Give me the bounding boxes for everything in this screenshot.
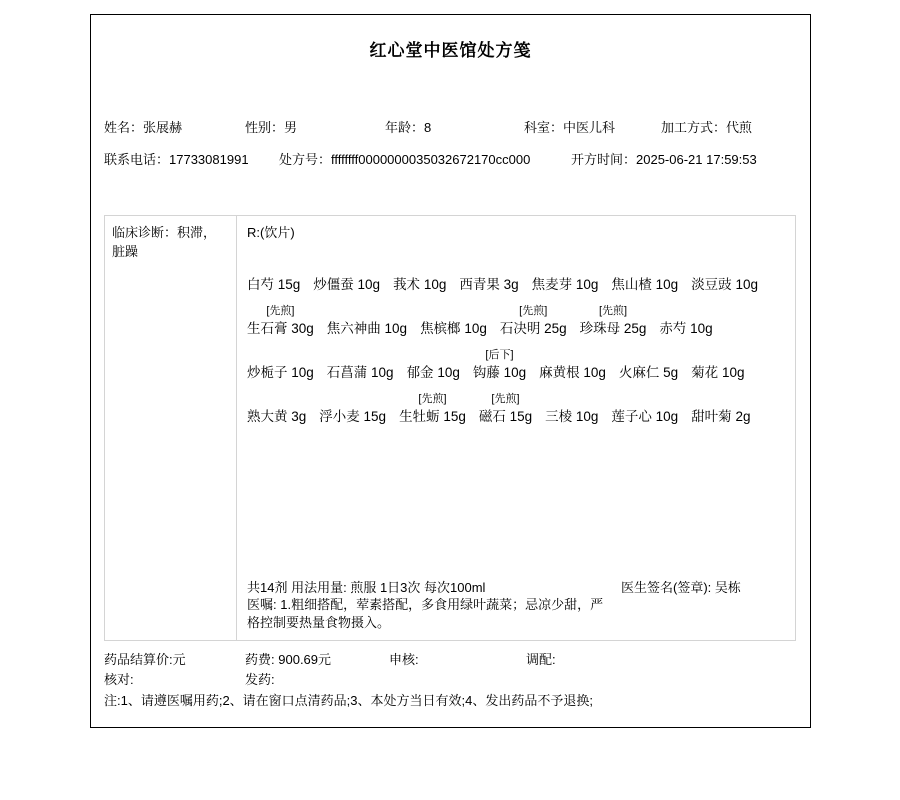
medicine-name-qty: 淡豆豉 10g (691, 277, 758, 292)
medicine-row (247, 303, 785, 339)
medicine-name-qty: 三棱 10g (545, 409, 599, 424)
decoction-note: [先煎] (266, 305, 295, 317)
medicine-name-qty: 石决明 25g (499, 321, 567, 336)
medicine-name-qty: 焦山楂 10g (611, 277, 679, 292)
medicine-item (532, 275, 599, 295)
field-department-value: 中医儿科 (563, 120, 616, 135)
medicine-item (545, 391, 598, 427)
diagnosis-label: 临床诊断： (112, 225, 178, 240)
field-rx-number (279, 149, 530, 168)
field-drug-fee-label: 药费: (245, 652, 275, 667)
medicine-name-qty: 焦麦芽 10g (531, 277, 599, 292)
medicine-name-qty: 莪术 10g (393, 277, 447, 292)
medicine-name-qty: 火麻仁 5g (618, 365, 679, 380)
medicine-name-qty: 熟大黄 3g (247, 409, 307, 424)
medicine-item (327, 347, 394, 383)
medicine-item (459, 275, 518, 295)
diagnosis-cell (105, 216, 237, 640)
medicine-item (393, 275, 446, 295)
medicine-list (247, 275, 785, 427)
medicine-item (247, 275, 300, 295)
medicine-row (247, 391, 785, 427)
field-processing (661, 117, 752, 136)
medicine-item (473, 347, 526, 383)
patient-info-row-2 (104, 149, 797, 169)
usage-block (247, 577, 785, 631)
medicine-row (247, 347, 785, 383)
medicine-item (691, 347, 744, 383)
medicine-row (247, 275, 785, 295)
field-review-label: 申核: (389, 652, 419, 667)
field-gender (245, 117, 297, 136)
field-age-value: 8 (424, 120, 432, 135)
footer (104, 649, 797, 709)
field-dispense-prep (526, 649, 556, 668)
medicine-item (399, 391, 466, 427)
usage-method-value: 煎服 1日3次 每次100ml (350, 580, 486, 596)
medicine-name-qty: 赤芍 10g (659, 321, 713, 336)
field-settlement-price-label: 药品结算价: (104, 652, 173, 667)
medicine-item (611, 275, 678, 295)
medicine-item (619, 347, 678, 383)
page-title: 红心堂中医馆处方笺 (369, 41, 532, 60)
field-dispense (245, 669, 275, 688)
decoction-note: [先煎] (491, 393, 520, 405)
medicine-item (327, 303, 407, 339)
medicine-item (479, 391, 532, 427)
field-age (385, 117, 431, 136)
medicine-name-qty: 郁金 10g (406, 365, 460, 380)
medicine-name-qty: 磁石 15g (478, 409, 533, 424)
prescription-sheet (90, 14, 811, 728)
medicine-item (407, 347, 460, 383)
rx-cell (237, 216, 795, 640)
field-check (104, 669, 134, 688)
medicine-item (319, 391, 386, 427)
medicine-name-qty: 西青果 3g (459, 277, 519, 292)
medicine-name-qty: 浮小麦 15g (319, 409, 387, 424)
field-dispense-prep-label: 调配: (526, 652, 556, 667)
doctor-signature (621, 577, 741, 596)
medicine-item (659, 303, 712, 339)
field-phone-label: 联系电话： (104, 152, 170, 167)
medicine-item (247, 391, 306, 427)
field-name-value: 张展赫 (143, 120, 183, 135)
field-review (389, 649, 419, 668)
medicine-item (580, 303, 647, 339)
field-settlement-price (104, 649, 186, 668)
field-rx-number-label: 处方号： (279, 152, 332, 167)
medicine-name-qty: 麻黄根 10g (539, 365, 606, 380)
field-rx-time-value: 2025-06-21 17:59:53 (636, 152, 757, 167)
medicine-item (539, 347, 606, 383)
doctor-signature-value: 吴栋 (714, 580, 741, 596)
medicine-name-qty: 生牡蛎 15g (399, 409, 466, 424)
medicine-name-qty: 炒栀子 10g (247, 365, 314, 380)
medicine-name-qty: 甜叶菊 2g (691, 409, 751, 424)
medicine-name-qty: 莲子心 10g (611, 409, 679, 424)
field-age-label: 年龄： (385, 120, 425, 135)
medicine-item (420, 303, 487, 339)
field-phone-value: 17733081991 (169, 152, 249, 167)
doctor-signature-label: 医生签名(签章): (621, 580, 712, 596)
medicine-name-qty: 石菖蒲 10g (326, 365, 394, 380)
medicine-item (313, 275, 380, 295)
rx-header: R:(饮片) (247, 225, 295, 240)
field-settlement-price-value: 元 (172, 652, 186, 667)
medicine-name-qty: 珍珠母 25g (579, 321, 647, 336)
medicine-item (247, 303, 314, 339)
medicine-name-qty: 白芍 15g (247, 277, 301, 292)
medicine-item (691, 275, 758, 295)
field-gender-value: 男 (284, 120, 298, 135)
medicine-item (500, 303, 567, 339)
medical-advice: 医嘱: 1.粗细搭配，荤素搭配，多食用绿叶蔬菜；忌凉少甜，严格控制要热量食物摄入。 (247, 597, 604, 630)
field-drug-fee (245, 649, 331, 668)
field-department (524, 117, 615, 136)
field-check-label: 核对: (104, 672, 134, 687)
footer-row-1 (104, 649, 797, 669)
usage-line (247, 577, 785, 595)
decoction-note: [后下] (485, 349, 514, 361)
field-rx-number-value: ffffffff0000000035032672170cc000 (331, 152, 531, 167)
decoction-note: [先煎] (519, 305, 548, 317)
footer-row-2 (104, 669, 797, 689)
field-name (104, 117, 182, 136)
usage-total: 共14剂 (247, 580, 288, 596)
field-department-label: 科室： (524, 120, 564, 135)
medicine-name-qty: 炒僵蚕 10g (313, 277, 381, 292)
medicine-name-qty: 焦槟榔 10g (420, 321, 487, 336)
medicine-name-qty: 菊花 10g (691, 365, 745, 380)
prescription-body (104, 215, 796, 641)
footer-note: 注:1、请遵医嘱用药;2、请在窗口点清药品;3、本处方当日有效;4、发出药品不予退换; (104, 693, 593, 708)
field-gender-label: 性别： (245, 120, 285, 135)
field-processing-label: 加工方式： (661, 120, 727, 135)
medicine-name-qty: 焦六神曲 10g (326, 321, 408, 336)
field-dispense-label: 发药: (245, 672, 275, 687)
medicine-item (247, 347, 314, 383)
medicine-name-qty: 钩藤 10g (472, 365, 527, 380)
field-rx-time-label: 开方时间： (571, 152, 637, 167)
decoction-note: [先煎] (598, 305, 628, 317)
diagnosis-value: 积滞，脏躁 (112, 225, 217, 259)
usage-method-label: 用法用量: (291, 580, 347, 596)
medicine-item (691, 391, 750, 427)
field-drug-fee-value: 900.69元 (278, 652, 332, 667)
decoction-note: [先煎] (418, 393, 447, 405)
medicine-name-qty: 生石膏 30g (247, 321, 314, 336)
field-rx-time (571, 149, 757, 168)
field-name-label: 姓名： (104, 120, 144, 135)
field-phone (104, 149, 249, 168)
patient-info-row-1 (104, 117, 797, 137)
field-processing-value: 代煎 (726, 120, 753, 135)
medicine-item (611, 391, 678, 427)
